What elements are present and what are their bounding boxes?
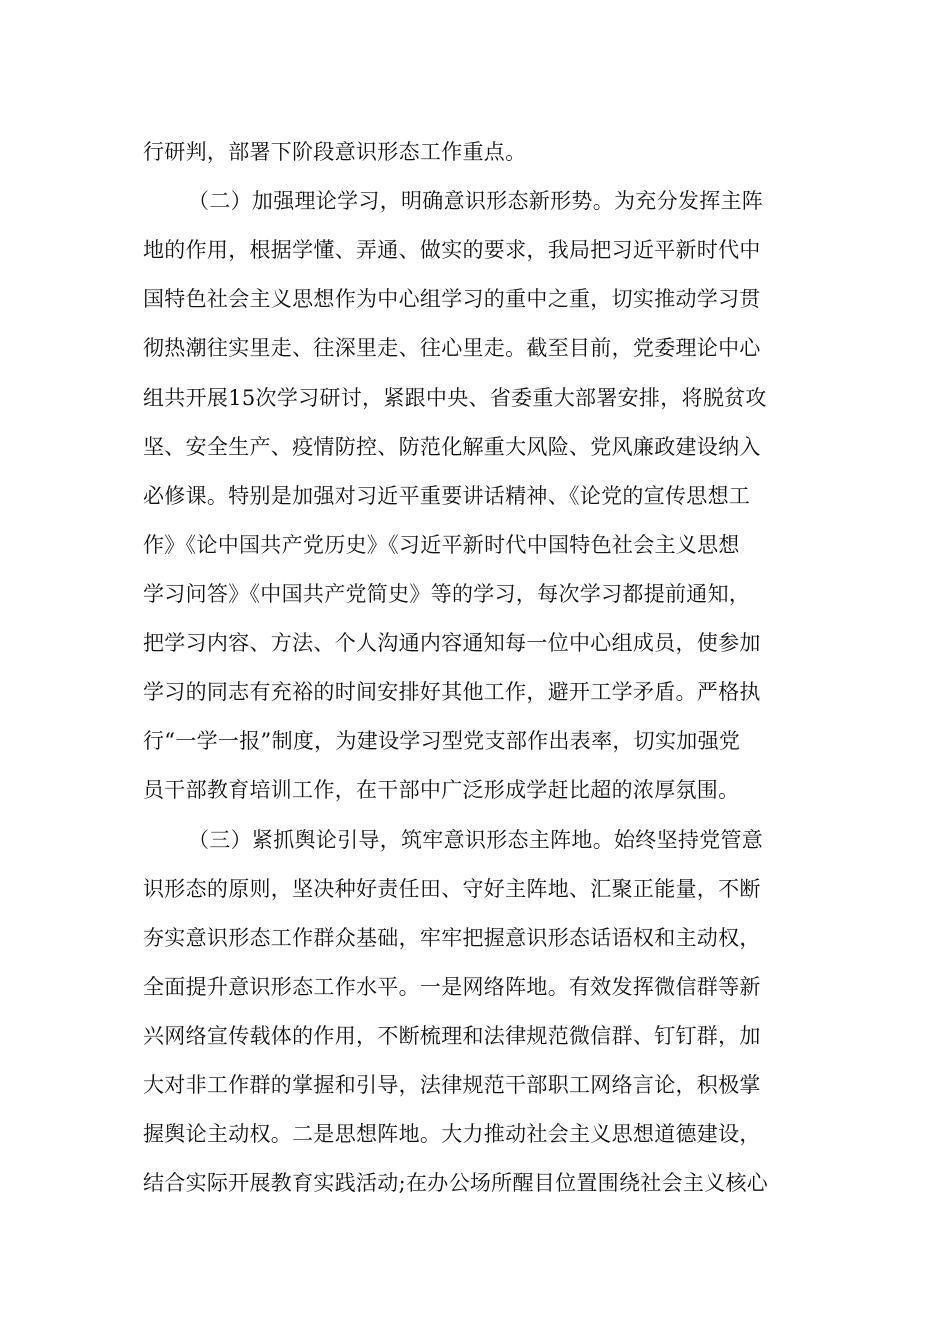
text-line-1: 行研判，部署下阶段意识形态工作重点。	[143, 140, 527, 164]
text-line-3: 地的作用，根据学懂、弄通、做实的要求，我局把习近平新时代中	[143, 238, 761, 262]
text-line-5: 彻热潮往实里走、往深里走、往心里走。截至目前，党委理论中心	[143, 336, 761, 360]
text-line-22: 结合实际开展教育实践活动;在办公场所醒目位置围绕社会主义核心	[143, 1171, 769, 1195]
text-line-10: 学习问答》《中国共产党简史》等的学习，每次学习都提前通知，	[143, 582, 751, 606]
text-line-20: 大对非工作群的掌握和引导，法律规范干部职工网络言论，积极掌	[143, 1073, 761, 1097]
text-line-7: 坚、安全生产、疫情防控、防范化解重大风险、党风廉政建设纳入	[143, 435, 761, 459]
text-line-2: （二）加强理论学习，明确意识形态新形势。为充分发挥主阵	[188, 189, 764, 213]
text-line-18: 全面提升意识形态工作水平。一是网络阵地。有效发挥微信群等新	[143, 975, 761, 999]
text-line-13: 行“一学一报”制度，为建设学习型党支部作出表率，切实加强党	[143, 729, 741, 753]
text-line-17: 夯实意识形态工作群众基础，牢牢把握意识形态话语权和主动权，	[143, 926, 761, 950]
text-line-12: 学习的同志有充裕的时间安排好其他工作，避开工学矛盾。严格执	[143, 680, 761, 704]
text-line-14: 员干部教育培训工作，在干部中广泛形成学赶比超的浓厚氛围。	[143, 778, 740, 802]
text-line-15: （三）紧抓舆论引导，筑牢意识形态主阵地。始终坚持党管意	[188, 828, 764, 852]
text-line-6: 组共开展15次学习研讨，紧跟中央、省委重大部署安排，将脱贫攻	[143, 386, 767, 410]
text-line-16: 识形态的原则，坚决种好责任田、守好主阵地、汇聚正能量，不断	[143, 877, 761, 901]
text-line-9: 作》《论中国共产党历史》《习近平新时代中国特色社会主义思想	[143, 533, 740, 557]
text-line-11: 把学习内容、方法、个人沟通内容通知每一位中心组成员，使参加	[143, 631, 761, 655]
text-line-8: 必修课。特别是加强对习近平重要讲话精神、《论党的宣传思想工	[143, 484, 751, 508]
text-line-19: 兴网络宣传载体的作用，不断梳理和法律规范微信群、钉钉群，加	[143, 1024, 761, 1048]
text-line-21: 握舆论主动权。二是思想阵地。大力推动社会主义思想道德建设，	[143, 1122, 761, 1146]
text-line-4: 国特色社会主义思想作为中心组学习的重中之重，切实推动学习贯	[143, 287, 761, 311]
